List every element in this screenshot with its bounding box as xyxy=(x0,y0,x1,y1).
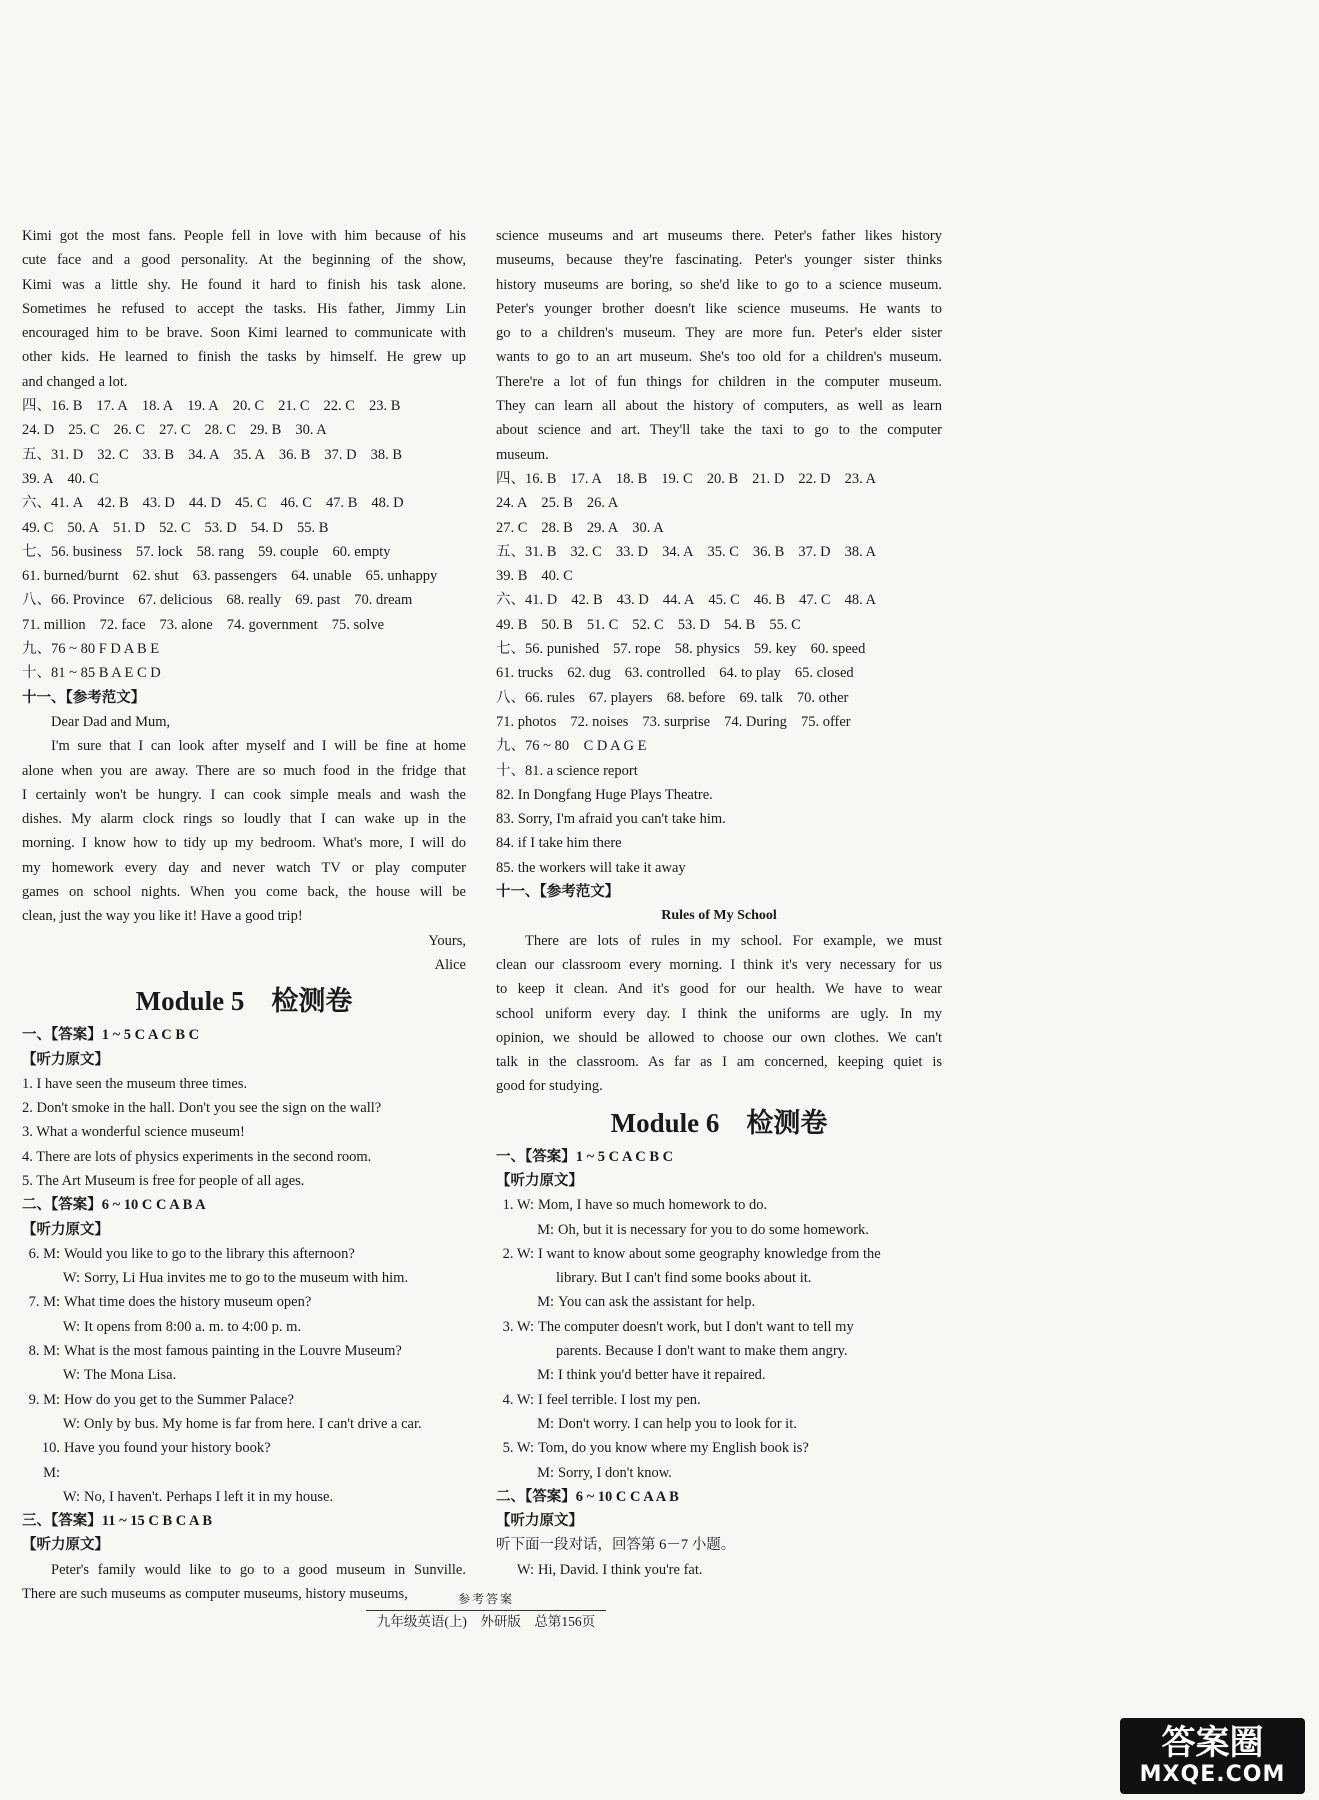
answer-item: 24. A xyxy=(496,495,528,512)
speaker: 5. W: xyxy=(502,1440,534,1457)
answer-item: 61. burned/burnt xyxy=(22,568,119,585)
answer-item: 50. B xyxy=(541,616,573,633)
right-column xyxy=(496,224,942,1582)
answer-item: 58. rang xyxy=(196,543,245,560)
writing-label: 十一、【参考范文】 xyxy=(496,884,620,901)
answer-row xyxy=(496,588,942,612)
answer-row xyxy=(496,516,942,540)
answer-item: 52. C xyxy=(159,519,191,536)
answer-item: 七、56. business xyxy=(22,543,122,560)
dialogue-line xyxy=(22,1388,466,1412)
answer-item: 42. B xyxy=(97,495,129,512)
text-line: museums, because they're fascinating. Peter's younger sister thinks xyxy=(496,252,942,269)
museum-passage xyxy=(496,224,942,467)
essay-body xyxy=(496,929,942,1099)
answer-item: 54. D xyxy=(250,519,283,536)
answer-item: 44. A xyxy=(662,592,695,609)
answer-item: 34. A xyxy=(662,543,694,560)
text-line: games on school nights. When you come back, the house will be xyxy=(22,884,466,901)
answer-row xyxy=(22,467,466,491)
text-line: dishes. My alarm clock rings so loudly that I can wake up in the xyxy=(22,811,466,828)
answer-item: 20. B xyxy=(706,470,739,487)
utterance: Hi, David. I think you're fat. xyxy=(538,1561,703,1578)
answer-item: 25. B xyxy=(541,495,573,512)
answer-item: 43. D xyxy=(142,495,175,512)
utterance: Would you like to go to the library this afternoon? xyxy=(64,1245,355,1262)
answer-row xyxy=(496,491,942,515)
answer-item: 35. C xyxy=(707,543,739,560)
speaker: W: xyxy=(62,1367,80,1384)
text-line: clean, just the way you like it! Have a good trip! xyxy=(22,908,303,925)
speaker: 1. W: xyxy=(502,1197,534,1214)
dialogue-line xyxy=(496,1290,942,1314)
speaker: W: xyxy=(516,1561,534,1578)
m5-sec2-answer: 二、【答案】6 ~ 10 C C A B A xyxy=(22,1197,206,1214)
speaker: 10. M: xyxy=(41,1440,60,1481)
answer-row xyxy=(496,564,942,588)
answer-item: 24. D xyxy=(22,422,55,439)
text-line: 2. Don't smoke in the hall. Don't you see the sign on the wall? xyxy=(22,1100,382,1117)
m5-sec1-label: 【听力原文】 xyxy=(22,1051,109,1068)
answer-item: 20. C xyxy=(232,398,265,415)
answer-item: 48. A xyxy=(844,592,876,609)
utterance: The Mona Lisa. xyxy=(84,1367,177,1384)
answer-item: 62. shut xyxy=(132,568,179,585)
answer-item: 40. C xyxy=(67,470,99,487)
answer-row xyxy=(22,516,466,540)
sec10-answers xyxy=(496,759,942,880)
answer-item: 57. lock xyxy=(135,543,183,560)
utterance: What time does the history museum open? xyxy=(64,1294,312,1311)
answer-item: 23. A xyxy=(844,470,876,487)
text-line: 1. I have seen the museum three times. xyxy=(22,1075,248,1092)
answer-row xyxy=(22,613,466,637)
answer-item: 46. C xyxy=(280,495,312,512)
answer-row xyxy=(22,564,466,588)
footer-title: 参考答案 xyxy=(457,1592,514,1606)
module5-title: Module 5 检测卷 xyxy=(135,986,353,1017)
answer-item: 55. C xyxy=(769,616,801,633)
text-line: go to a children's museum. They are more fun. Peter's elder sister xyxy=(496,325,942,342)
answer-item: 26. C xyxy=(113,422,146,439)
answer-item: 36. B xyxy=(278,446,311,463)
answer-item: 九、76 ~ 80 C D A G E xyxy=(496,738,647,755)
answer-item: 67. players xyxy=(588,689,653,706)
text-line: Kimi was a little shy. He found it hard to finish his task alone. xyxy=(22,276,466,293)
answer-item: 65. closed xyxy=(794,665,854,682)
text-line: to keep it clean. And it's good for our health. We have to wear xyxy=(496,981,942,998)
answer-item: 59. key xyxy=(753,641,797,658)
text-line: cute face and a good personality. At the beginning of the show, xyxy=(22,252,466,269)
answer-row xyxy=(22,637,466,661)
answer-row xyxy=(22,418,466,442)
text-line: Peter's younger brother doesn't like science museums. He wants to xyxy=(496,300,942,317)
text-line: There are such museums as computer museums, history museums, xyxy=(22,1586,408,1603)
answer-item: 49. C xyxy=(22,519,54,536)
speaker: W: xyxy=(62,1415,80,1432)
answer-row xyxy=(496,734,942,758)
utterance: The computer doesn't work, but I don't want to tell my xyxy=(538,1318,854,1335)
answer-item: 27. C xyxy=(159,422,191,439)
m5-sec2-dialogue xyxy=(22,1242,466,1509)
answer-list xyxy=(496,467,942,759)
answer-item: 44. D xyxy=(188,495,222,512)
answer-row xyxy=(22,394,466,418)
answer-item: 65. unhappy xyxy=(365,568,438,585)
dialogue-line xyxy=(496,1412,942,1436)
answer-item: 37. D xyxy=(798,543,831,560)
answer-item: 十、81 ~ 85 B A E C D xyxy=(22,665,161,682)
utterance: library. But I can't find some books about it. xyxy=(556,1270,812,1287)
speaker: M: xyxy=(537,1221,554,1238)
answer-item: 29. A xyxy=(586,519,619,536)
answer-item: 69. talk xyxy=(739,689,783,706)
dialogue-line xyxy=(22,1290,466,1314)
m6-sec2-intro: 听下面一段对话，回答第 6－7 小题。 xyxy=(496,1537,736,1554)
module6-title: Module 6 检测卷 xyxy=(610,1107,828,1138)
utterance: No, I haven't. Perhaps I left it in my house. xyxy=(84,1488,334,1505)
answer-row xyxy=(496,686,942,710)
answer-item: 43. D xyxy=(616,592,649,609)
answer-item: 六、41. A xyxy=(22,495,84,512)
answer-item: 69. past xyxy=(295,592,341,609)
speaker: 4. W: xyxy=(502,1391,534,1408)
speaker: 9. M: xyxy=(28,1391,60,1408)
dialogue-line xyxy=(22,1363,466,1387)
answer-item: 38. A xyxy=(844,543,876,560)
utterance: Sorry, I don't know. xyxy=(558,1464,672,1481)
footer-rule xyxy=(366,1610,606,1611)
utterance: I want to know about some geography knowledge from the xyxy=(538,1245,881,1262)
m5-sec3-answer: 三、【答案】11 ~ 15 C B C A B xyxy=(22,1513,213,1530)
m6-sec1-answer: 一、【答案】1 ~ 5 C A C B C xyxy=(496,1148,674,1165)
answer-row xyxy=(22,661,466,685)
speaker xyxy=(496,1266,556,1290)
answer-item: 23. B xyxy=(368,398,401,415)
answer-item: 60. speed xyxy=(810,641,866,658)
letter-close: Yours, xyxy=(428,932,466,949)
dialogue-line xyxy=(22,1412,466,1436)
answer-list xyxy=(22,394,466,686)
dialogue-line xyxy=(22,1315,466,1339)
answer-item: 27. C xyxy=(496,519,528,536)
answer-item: 四、16. B xyxy=(22,398,83,415)
m5-sec3-label: 【听力原文】 xyxy=(22,1537,109,1554)
answer-item: 30. A xyxy=(632,519,664,536)
text-line: history museums are boring, so she'd like to go to a science museum. xyxy=(496,276,942,293)
answer-item: 34. A xyxy=(188,446,220,463)
text-line: They can learn all about the history of computers, as well as learn xyxy=(496,398,942,415)
dialogue-line xyxy=(22,1339,466,1363)
writing-label: 十一、【参考范文】 xyxy=(22,689,146,706)
answer-item: 47. B xyxy=(325,495,358,512)
text-line: 83. Sorry, I'm afraid you can't take him. xyxy=(496,811,726,828)
speaker: M: xyxy=(537,1294,554,1311)
text-line: 十、81. a science report xyxy=(496,762,638,779)
answer-item: 32. C xyxy=(570,543,602,560)
text-line: other kids. He learned to finish the tasks by himself. He grew up xyxy=(22,349,466,366)
answer-item: 47. C xyxy=(799,592,831,609)
answer-item: 18. B xyxy=(615,470,648,487)
m6-sec2-label: 【听力原文】 xyxy=(496,1513,583,1530)
answer-item: 61. trucks xyxy=(496,665,554,682)
utterance: You can ask the assistant for help. xyxy=(558,1294,756,1311)
text-line: There're a lot of fun things for children in the computer museum. xyxy=(496,373,942,390)
text-line: 3. What a wonderful science museum! xyxy=(22,1124,245,1141)
answer-row xyxy=(496,661,942,685)
answer-item: 18. A xyxy=(141,398,174,415)
utterance: Oh, but it is necessary for you to do some homework. xyxy=(558,1221,869,1238)
text-line: opinion, we should be allowed to choose our own clothes. We can't xyxy=(496,1029,942,1046)
letter-greeting: Dear Dad and Mum, xyxy=(51,713,171,730)
answer-item: 37. D xyxy=(324,446,357,463)
dialogue-line xyxy=(496,1218,942,1242)
text-line: 85. the workers will take it away xyxy=(496,859,686,876)
text-line: my homework every day and never watch TV or play computer xyxy=(22,859,466,876)
answer-row xyxy=(22,443,466,467)
m6-sec2-answer: 二、【答案】6 ~ 10 C C A A B xyxy=(496,1488,679,1505)
text-line: museum. xyxy=(496,446,549,463)
text-line: 5. The Art Museum is free for people of all ages. xyxy=(22,1172,305,1189)
text-line: school uniform every day. I think the uniforms are ugly. In my xyxy=(496,1005,942,1022)
answer-item: 46. B xyxy=(753,592,786,609)
answer-item: 73. surprise xyxy=(642,713,711,730)
answer-item: 19. A xyxy=(187,398,219,415)
answer-row xyxy=(496,613,942,637)
utterance: I feel terrible. I lost my pen. xyxy=(538,1391,701,1408)
speaker: M: xyxy=(537,1415,554,1432)
answer-item: 54. B xyxy=(723,616,756,633)
dialogue-line xyxy=(496,1558,942,1582)
utterance: How do you get to the Summer Palace? xyxy=(64,1391,294,1408)
answer-item: 70. other xyxy=(796,689,849,706)
page-footer xyxy=(336,1590,636,1631)
answer-row xyxy=(496,637,942,661)
text-line: There are lots of rules in my school. For example, we must xyxy=(525,932,942,949)
answer-item: 48. D xyxy=(371,495,404,512)
answer-item: 53. D xyxy=(204,519,237,536)
answer-item: 70. dream xyxy=(354,592,413,609)
answer-item: 22. C xyxy=(323,398,355,415)
answer-item: 59. couple xyxy=(258,543,319,560)
answer-item: 35. A xyxy=(233,446,265,463)
dialogue-line xyxy=(22,1485,466,1509)
speaker: 8. M: xyxy=(28,1343,60,1360)
answer-item: 八、66. rules xyxy=(496,689,575,706)
dialogue-line xyxy=(496,1242,942,1266)
answer-item: 五、31. D xyxy=(22,446,84,463)
m5-sec1-lines xyxy=(22,1072,466,1193)
text-line: 84. if I take him there xyxy=(496,835,622,852)
answer-item: 17. A xyxy=(570,470,602,487)
letter-body xyxy=(22,734,466,928)
answer-item: 19. C xyxy=(661,470,693,487)
answer-item: 72. face xyxy=(99,616,146,633)
answer-item: 六、41. D xyxy=(496,592,558,609)
text-line: clean our classroom every morning. I think it's very necessary for us xyxy=(496,956,942,973)
speaker xyxy=(496,1339,556,1363)
speaker: 3. W: xyxy=(502,1318,534,1335)
answer-item: 75. solve xyxy=(331,616,385,633)
letter-signature: Alice xyxy=(434,956,466,973)
text-line: Sometimes he refused to accept the tasks. His father, Jimmy Lin xyxy=(22,300,466,317)
text-line: good for studying. xyxy=(496,1078,603,1095)
answer-item: 67. delicious xyxy=(138,592,213,609)
answer-item: 75. offer xyxy=(800,713,851,730)
dialogue-line xyxy=(22,1242,466,1266)
answer-item: 九、76 ~ 80 F D A B E xyxy=(22,641,160,658)
answer-item: 17. A xyxy=(96,398,128,415)
dialogue-line xyxy=(496,1436,942,1460)
answer-item: 26. A xyxy=(586,495,619,512)
text-line: 82. In Dongfang Huge Plays Theatre. xyxy=(496,786,713,803)
utterance: Sorry, Li Hua invites me to go to the museum with him. xyxy=(84,1270,409,1287)
speaker: W: xyxy=(62,1270,80,1287)
text-line: alone when you are away. There are so much food in the fridge that xyxy=(22,762,466,779)
m5-sec1-answer: 一、【答案】1 ~ 5 C A C B C xyxy=(22,1027,200,1044)
watermark-text: 答案圈 xyxy=(1161,1723,1264,1763)
answer-item: 68. before xyxy=(666,689,726,706)
answer-item: 33. B xyxy=(142,446,175,463)
utterance: Tom, do you know where my English book is? xyxy=(538,1440,809,1457)
footer-page-info: 九年级英语(上) 外研版 总第156页 xyxy=(376,1614,596,1629)
watermark-url: MXQE.COM xyxy=(1139,1762,1286,1787)
answer-item: 55. B xyxy=(296,519,329,536)
answer-item: 64. to play xyxy=(719,665,781,682)
answer-item: 45. C xyxy=(235,495,267,512)
utterance: parents. Because I don't want to make them angry. xyxy=(556,1343,848,1360)
answer-item: 21. D xyxy=(752,470,785,487)
m5-sec2-label: 【听力原文】 xyxy=(22,1221,109,1238)
text-line: wants to go to an art museum. She's too old for a children's museum. xyxy=(496,349,942,366)
left-column xyxy=(22,224,466,1606)
utterance: I think you'd better have it repaired. xyxy=(558,1367,766,1384)
speaker: 6. M: xyxy=(28,1245,60,1262)
answer-item: 28. B xyxy=(541,519,573,536)
utterance: It opens from 8:00 a. m. to 4:00 p. m. xyxy=(84,1318,302,1335)
answer-item: 25. C xyxy=(68,422,100,439)
answer-item: 71. million xyxy=(22,616,86,633)
text-line: Kimi got the most fans. People fell in love with him because of his xyxy=(22,228,466,244)
answer-item: 63. controlled xyxy=(624,665,706,682)
answer-item: 74. During xyxy=(724,713,787,730)
answer-item: 四、16. B xyxy=(496,470,557,487)
speaker: M: xyxy=(537,1367,554,1384)
text-line: about science and art. They'll take the taxi to go to the computer xyxy=(496,422,942,439)
answer-item: 28. C xyxy=(204,422,236,439)
text-line: talk in the classroom. As far as I am concerned, keeping quiet is xyxy=(496,1054,942,1071)
dialogue-line xyxy=(496,1363,942,1387)
answer-item: 62. dug xyxy=(567,665,611,682)
utterance: Have you found your history book? xyxy=(64,1440,271,1457)
answer-row xyxy=(22,491,466,515)
dialogue-line xyxy=(496,1266,942,1290)
answer-item: 五、31. B xyxy=(496,543,557,560)
answer-item: 49. B xyxy=(496,616,528,633)
story-paragraph xyxy=(22,224,466,394)
answer-item: 29. B xyxy=(249,422,282,439)
answer-item: 64. unable xyxy=(291,568,352,585)
answer-row xyxy=(496,540,942,564)
speaker: W: xyxy=(62,1488,80,1505)
answer-item: 72. noises xyxy=(570,713,629,730)
answer-item: 52. C xyxy=(632,616,664,633)
answer-item: 53. D xyxy=(677,616,710,633)
speaker: 2. W: xyxy=(502,1245,534,1262)
text-line: I'm sure that I can look after myself and I will be fine at home xyxy=(51,738,466,755)
answer-item: 七、56. punished xyxy=(496,641,600,658)
answer-item: 51. D xyxy=(112,519,146,536)
dialogue-line xyxy=(496,1193,942,1217)
m6-sec1-label: 【听力原文】 xyxy=(496,1172,583,1189)
answer-item: 32. C xyxy=(97,446,129,463)
answer-item: 51. C xyxy=(586,616,619,633)
dialogue-line xyxy=(22,1436,466,1485)
text-line: 4. There are lots of physics experiments in the second room. xyxy=(22,1148,372,1165)
m6-sec1-dialogue xyxy=(496,1193,942,1485)
answer-item: 50. A xyxy=(67,519,99,536)
utterance: Don't worry. I can help you to look for it. xyxy=(558,1415,797,1432)
text-line: and changed a lot. xyxy=(22,373,128,390)
answer-item: 57. rope xyxy=(613,641,661,658)
answer-row xyxy=(22,540,466,564)
utterance: Mom, I have so much homework to do. xyxy=(538,1197,768,1214)
answer-row xyxy=(496,467,942,491)
answer-item: 58. physics xyxy=(674,641,740,658)
dialogue-line xyxy=(496,1461,942,1485)
answer-item: 33. D xyxy=(615,543,649,560)
text-line: encouraged him to be brave. Soon Kimi learned to communicate with xyxy=(22,325,466,342)
answer-item: 68. really xyxy=(226,592,282,609)
watermark-logo xyxy=(1120,1718,1305,1794)
answer-item: 36. B xyxy=(752,543,785,560)
speaker: 7. M: xyxy=(28,1294,60,1311)
answer-item: 22. D xyxy=(798,470,831,487)
answer-item: 39. A xyxy=(22,470,54,487)
dialogue-line xyxy=(22,1266,466,1290)
answer-item: 73. alone xyxy=(159,616,213,633)
utterance: What is the most famous painting in the Louvre Museum? xyxy=(64,1343,402,1360)
answer-row xyxy=(496,710,942,734)
dialogue-line xyxy=(496,1315,942,1339)
text-line: morning. I know how to tidy up my bedroom. What's more, I will do xyxy=(22,835,466,852)
dialogue-line xyxy=(496,1339,942,1363)
utterance: Only by bus. My home is far from here. I can't drive a car. xyxy=(84,1415,422,1432)
speaker: W: xyxy=(62,1318,80,1335)
answer-item: 60. empty xyxy=(332,543,391,560)
essay-title: Rules of My School xyxy=(661,908,777,924)
answer-item: 40. C xyxy=(541,568,573,585)
answer-item: 63. passengers xyxy=(192,568,278,585)
dialogue-line xyxy=(496,1388,942,1412)
answer-item: 74. government xyxy=(226,616,318,633)
answer-item: 39. B xyxy=(496,568,528,585)
text-line: Peter's family would like to go to a good museum in Sunville. xyxy=(51,1561,466,1578)
speaker: M: xyxy=(537,1464,554,1481)
answer-item: 38. B xyxy=(370,446,402,463)
text-line: I certainly won't be hungry. I can cook simple meals and wash the xyxy=(22,786,466,803)
answer-item: 八、66. Province xyxy=(22,592,125,609)
answer-row xyxy=(22,588,466,612)
text-line: science museums and art museums there. Peter's father likes history xyxy=(496,228,942,244)
answer-item: 71. photos xyxy=(496,713,557,730)
answer-item: 45. C xyxy=(708,592,740,609)
answer-item: 42. B xyxy=(571,592,603,609)
answer-item: 21. C xyxy=(278,398,310,415)
answer-item: 30. A xyxy=(295,422,327,439)
